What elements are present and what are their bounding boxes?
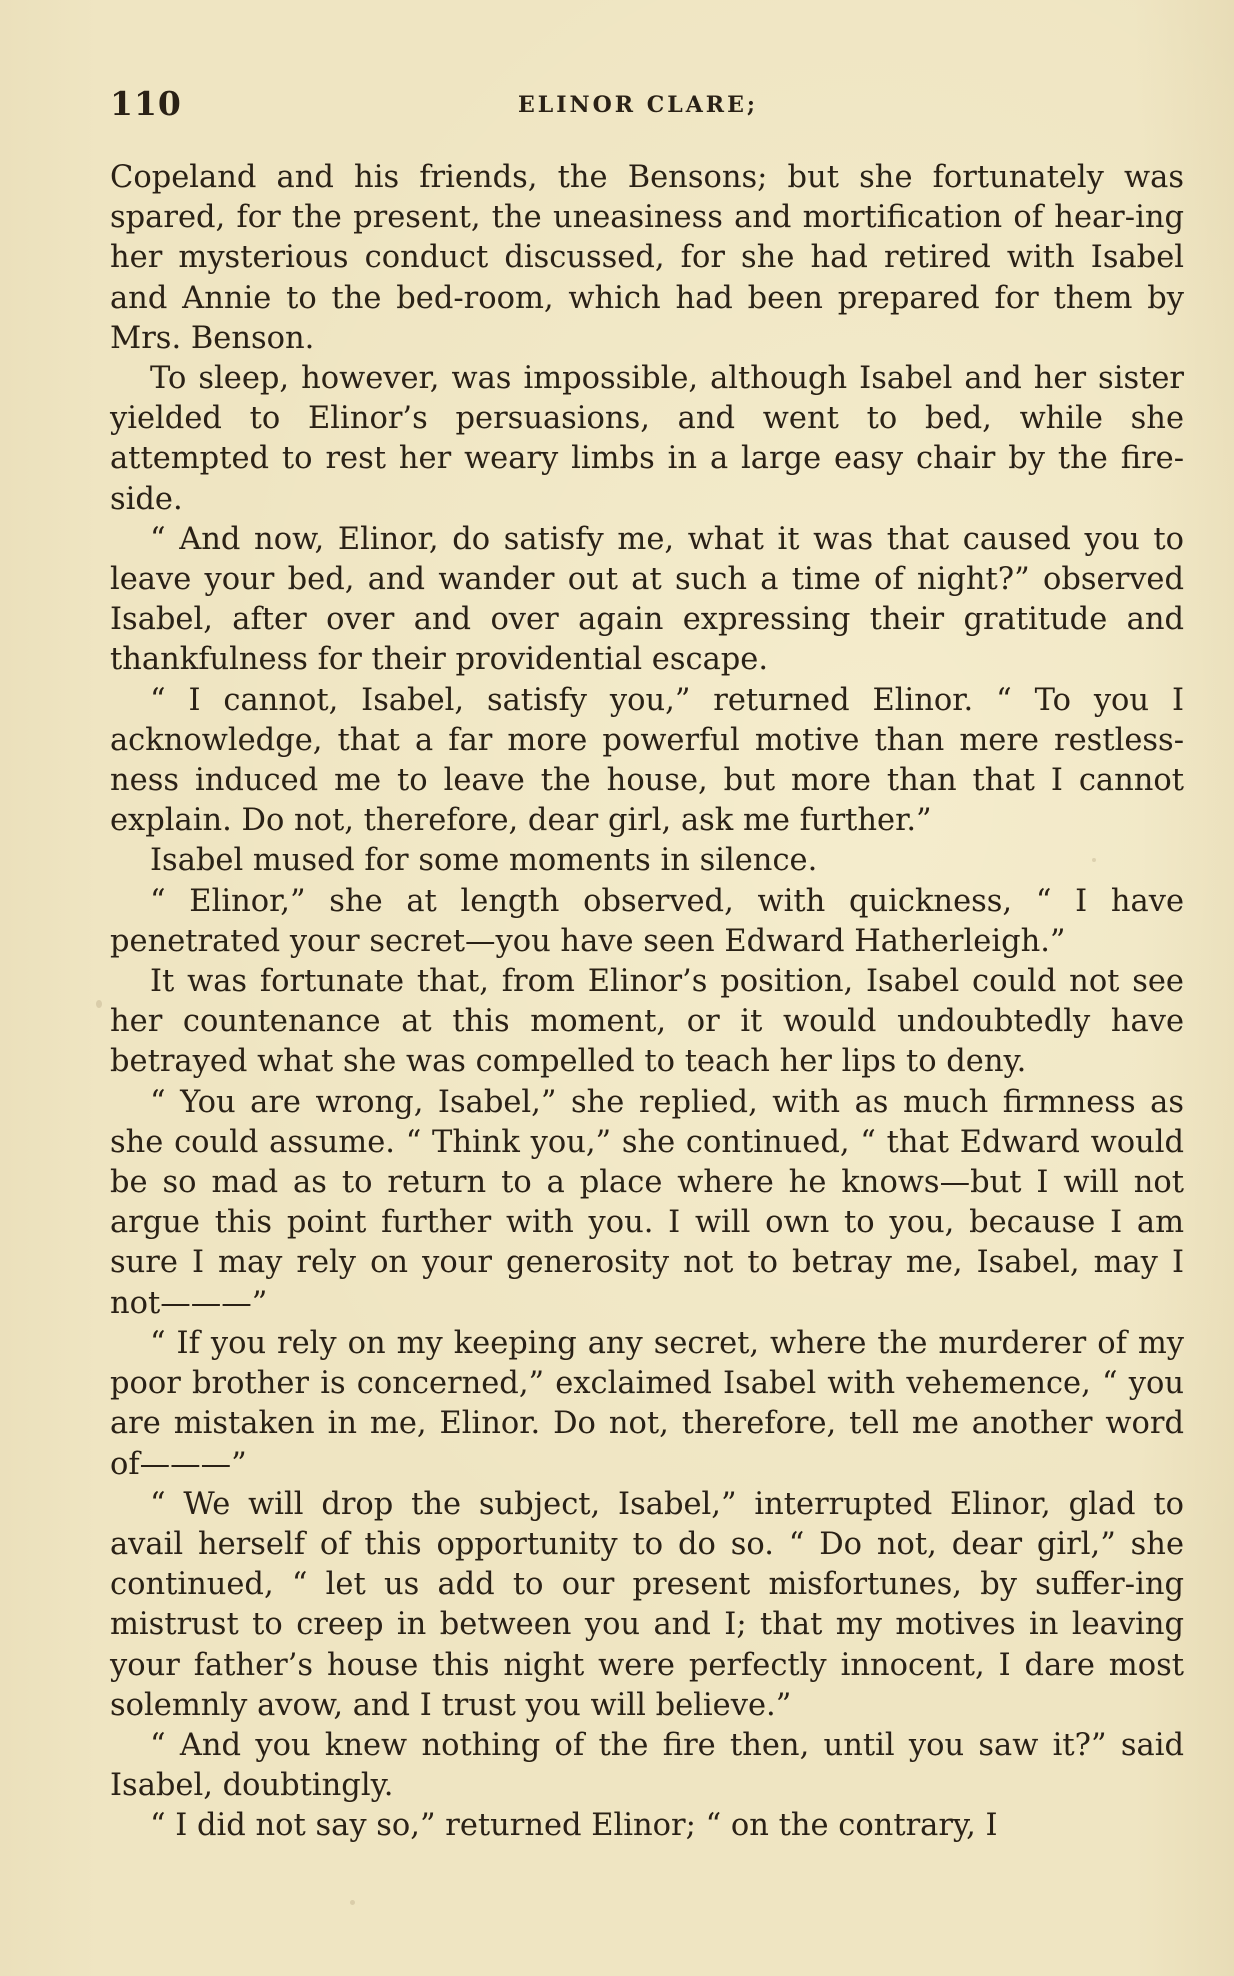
page-header <box>110 84 1184 128</box>
paragraph: “ We will drop the subject, Isabel,” interrupted Elinor, glad to avail herself of this opportunity to do so. “ Do not, dear girl,” she continued, “ let us add to our present misfortunes, by suffer-ing mistrust to creep in between you and I; that my motives in leaving your father’s house this night were perfectly innocent, I dare most solemnly avow, and I trust you will believe.” <box>110 1486 1184 1723</box>
paragraph: “ And you knew nothing of the fire then, until you saw it?” said Isabel, doubtingly. <box>110 1727 1184 1804</box>
body-text <box>110 158 1184 1847</box>
paragraph: “ I cannot, Isabel, satisfy you,” returned Elinor. “ To you I acknowledge, that a far more powerful motive than mere restless-ness induced me to leave the house, but more than that I cannot explain. Do not, therefore, dear girl, ask me further.” <box>110 682 1184 839</box>
paper-blemish <box>96 1000 102 1008</box>
paragraph: Isabel mused for some moments in silence. <box>150 843 818 879</box>
page-number: 110 <box>110 84 182 123</box>
paragraph: “ And now, Elinor, do satisfy me, what it was that caused you to leave your bed, and wander out at such a time of night?” observed Isabel, after over and over again expressing their gratitude and thankfulness for their providential escape. <box>110 521 1184 678</box>
paper-blemish <box>350 1900 355 1905</box>
paragraph: To sleep, however, was impossible, although Isabel and her sister yielded to Elinor’s persuasions, and went to bed, while she attempted to rest her weary limbs in a large easy chair by the fire-side. <box>110 361 1184 517</box>
running-title: ELINOR CLARE; <box>518 92 758 118</box>
paper-blemish <box>1092 858 1096 862</box>
paragraph: “ If you rely on my keeping any secret, where the murderer of my poor brother is concerned,” exclaimed Isabel with vehemence, “ you are mistaken in me, Elinor. Do not, therefore, tell me another word of———” <box>110 1325 1184 1482</box>
paragraph: “ I did not say so,” returned Elinor; “ on the contrary, I <box>150 1808 998 1844</box>
paragraph: “ You are wrong, Isabel,” she replied, with as much firmness as she could assume. “ Think you,” she continued, “ that Edward would be so mad as to return to a place where he knows—but I will not argue this point further with you. I will own to you, because I am sure I may rely on your generosity not to betray me, Isabel, may I not———” <box>110 1084 1184 1321</box>
paragraph: It was fortunate that, from Elinor’s position, Isabel could not see her countenance at this moment, or it would undoubtedly have betrayed what she was compelled to teach her lips to deny. <box>110 964 1184 1080</box>
paragraph: Copeland and his friends, the Bensons; but she fortunately was spared, for the present, the uneasiness and mortification of hear-ing her mysterious conduct discussed, for she had retired with Isabel and Annie to the bed-room, which had been prepared for them by Mrs. Benson. <box>110 160 1184 356</box>
paragraph: “ Elinor,” she at length observed, with quickness, “ I have penetrated your secret—you have seen Edward Hatherleigh.” <box>110 883 1184 959</box>
